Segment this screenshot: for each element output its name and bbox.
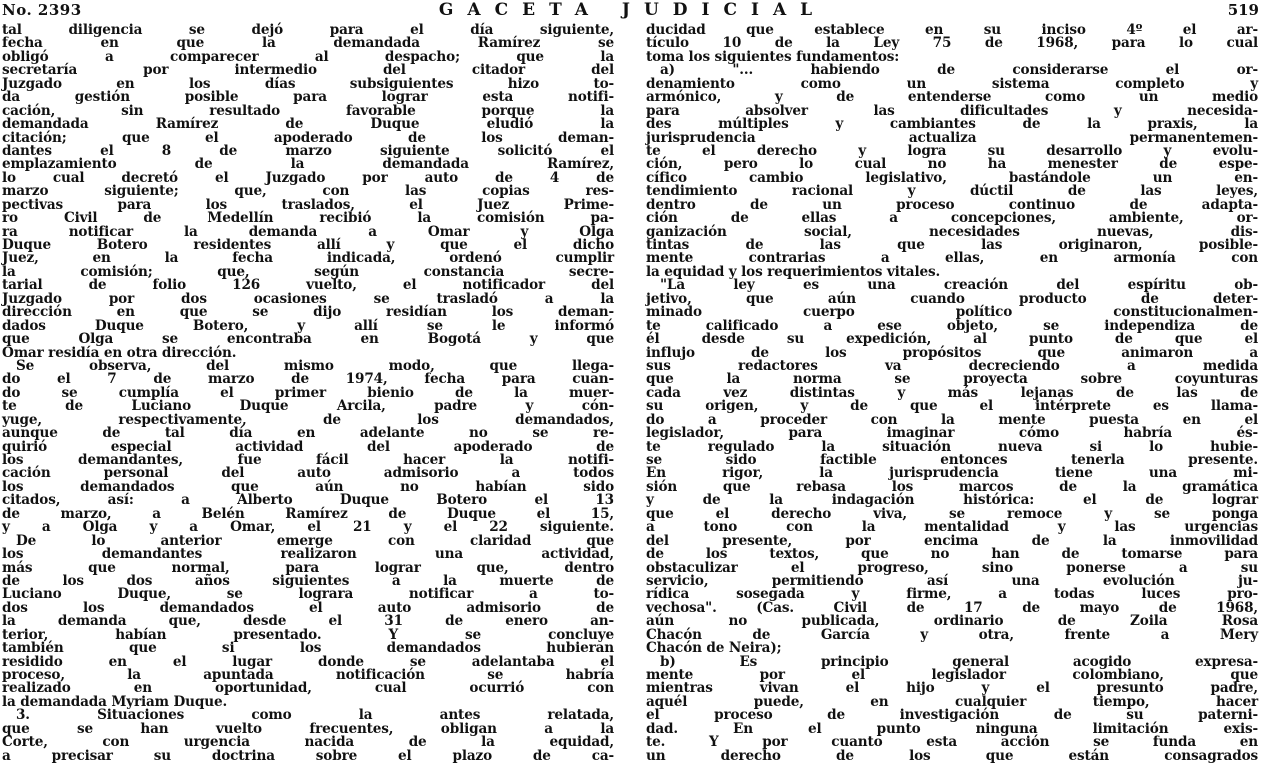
text-line: mente por el legislador colombiano, que — [646, 667, 1258, 683]
text-line: te de Luciano Duque Arcila, padre y cón- — [2, 398, 614, 415]
text-line: da gestión posible para lograr esta notifi- — [2, 89, 614, 106]
publication-title: GACETA JUDICIAL — [438, 0, 827, 20]
text-line: servicio, permitiendo así una evolución ju- — [646, 572, 1258, 589]
text-line: denamiento como un sistema completo y — [646, 75, 1258, 92]
text-line: De lo anterior emerge con claridad que — [16, 532, 614, 549]
text-line: un derecho de los que están consagrados — [646, 747, 1258, 764]
text-line: En rigor, la jurisprudencia tiene una mi- — [646, 465, 1258, 482]
text-line: ra notificar la demanda a Omar y Olga — [2, 223, 614, 240]
text-line: do a proceder con la mente puesta en el — [646, 411, 1258, 428]
text-line: Luciano Duque, se lograra notificar a to- — [2, 586, 614, 603]
page-number: 519 — [1227, 1, 1259, 19]
text-line: sus redactores va decreciendo a medida — [646, 357, 1258, 374]
text-line: y de la indagación histórica: el de lograr — [646, 492, 1258, 509]
text-line: dentro de un proceso continuo de adapta- — [646, 196, 1258, 213]
left-text-column — [2, 22, 614, 764]
text-line: y a Olga y a Omar, el 21 y el 22 siguiente. — [2, 519, 614, 536]
text-line: te calificado a ese objeto, se independiza de — [646, 317, 1258, 334]
text-line: Juzgado en los días subsiguientes hizo to- — [2, 75, 614, 92]
text-line: dantes el 8 de marzo siguiente solicitó el — [2, 142, 614, 159]
text-line: 3. Situaciones como la antes relatada, — [16, 707, 614, 724]
text-line: del presente, por encima de la inmovilidad — [646, 532, 1258, 549]
text-line: los demandantes, fue fácil hacer la notifi- — [2, 452, 614, 468]
text-line: que se han vuelto frecuentes, obligan a la — [2, 720, 614, 737]
text-line: influjo de los propósitos que animaron a — [646, 344, 1258, 361]
text-line: dos los demandados el auto admisorio de — [2, 599, 614, 616]
text-line: do se cumplía el primer bienio de la muer- — [2, 384, 614, 401]
text-line: jurisprudencia actualiza permanentemen- — [646, 129, 1258, 146]
text-line: de los textos, que no han de tomarse para — [646, 546, 1258, 563]
text-line: obligó a comparecer al despacho; que la — [2, 48, 614, 65]
text-line: cífico cambio legislativo, bastándole un en- — [646, 169, 1258, 186]
text-line: rídica sosegada y firme, a todas luces pro- — [646, 586, 1258, 603]
text-line: sión que rebasa los marcos de la gramática — [646, 478, 1258, 495]
text-line: lo cual decretó el Juzgado por auto de 4 de — [2, 169, 614, 186]
text-line: a tono con la mentalidad y las urgencias — [646, 519, 1258, 536]
text-line: citación; que el apoderado de los deman- — [2, 129, 614, 146]
text-line: fecha en que la demandada Ramírez se — [2, 35, 614, 52]
text-line: la demanda que, desde el 31 de enero an- — [2, 613, 614, 630]
text-line: armónico, y de entenderse como un medio — [646, 89, 1258, 106]
text-line: "La ley es una creación del espíritu ob- — [660, 277, 1258, 294]
text-line: mente contrarias a ellas, en armonía con — [646, 250, 1258, 267]
text-line: Juez, en la fecha indicada, ordenó cumplir — [2, 250, 614, 267]
text-line: terior, habían presentado. Y se concluye — [2, 626, 614, 643]
text-line: Corte, con urgencia nacida de la equidad, — [2, 734, 614, 751]
text-line: aunque de tal día en adelante no se re- — [2, 425, 614, 442]
text-line: dad. En el punto ninguna limitación exis- — [646, 720, 1258, 737]
text-line: la equidad y los requerimientos vitales. — [646, 263, 941, 280]
text-line: Juzgado por dos ocasiones se trasladó a la — [2, 290, 614, 307]
text-line: la demandada Myriam Duque. — [2, 693, 228, 710]
text-line: te regulado la situación nueva si lo hubie- — [646, 438, 1258, 455]
right-text-column — [646, 22, 1258, 764]
text-line: Duque Botero residentes allí y que el dicho — [2, 237, 614, 253]
text-line: él desde su expedición, al punto de que el — [646, 331, 1258, 348]
text-line: de los dos años siguientes a la muerte de — [2, 572, 614, 589]
text-line: ro Civil de Medellín recibió la comisión pa- — [2, 210, 614, 227]
text-line: dirección en que se dijo residían los deman- — [2, 304, 614, 321]
text-line: los demandados que aún no habían sido — [2, 478, 614, 495]
text-line: vechosa". (Cas. Civil de 17 de mayo de 1968, — [646, 599, 1258, 616]
text-line: tículo 10 de la Ley 75 de 1968, para lo cual — [646, 35, 1258, 52]
text-line: secretaría por intermedio del citador del — [2, 62, 614, 79]
text-line: a precisar su doctrina sobre el plazo de ca- — [2, 747, 614, 764]
text-line: mientras vivan el hijo y el presunto padre, — [646, 680, 1258, 697]
text-line: obstaculizar el progreso, sino ponerse a su — [646, 559, 1258, 576]
text-line: que Olga se encontraba en Bogotá y que — [2, 331, 614, 348]
text-line: también que si los demandados hubieran — [2, 640, 614, 657]
issue-number: No. 2393 — [2, 1, 82, 19]
text-line: más que normal, para lograr que, dentro — [2, 559, 614, 576]
text-line: do el 7 de marzo de 1974, fecha para cuan- — [2, 371, 614, 388]
text-line: ción, pero lo cual no ha menester de espe- — [646, 156, 1258, 173]
text-line: proceso, la apuntada notificación se habría — [2, 667, 614, 683]
text-line: cación personal del auto admisorio a todos — [2, 465, 614, 482]
text-line: realizado en oportunidad, cual ocurrió con — [2, 680, 614, 697]
text-line: que la norma se proyecta sobre coyunturas — [646, 371, 1258, 388]
page-header — [0, 0, 1265, 22]
text-line: la comisión; que, según constancia secre- — [2, 263, 614, 280]
text-line: ganización social, necesidades nuevas, dis- — [646, 223, 1258, 240]
text-line: citados, así: a Alberto Duque Botero el 13 — [2, 492, 614, 509]
text-line: emplazamiento de la demandada Ramírez, — [2, 156, 614, 173]
text-line: yuge, respectivamente, de los demandados, — [2, 411, 614, 428]
text-line: de marzo, a Belén Ramírez de Duque el 15, — [2, 505, 614, 522]
text-line: des múltiples y cambiantes de la praxis, la — [646, 116, 1258, 133]
text-line: aquél puede, en cualquier tiempo, hacer — [646, 693, 1258, 710]
text-line: ción de ellas a concepciones, ambiente, or- — [646, 210, 1258, 227]
text-line: los demandantes realizaron una actividad, — [2, 546, 614, 563]
text-line: que el derecho viva, se remoce y se ponga — [646, 505, 1258, 522]
text-line: residido en el lugar donde se adelantaba el — [2, 653, 614, 670]
text-line: quirió especial actividad del apoderado de — [2, 438, 614, 455]
text-line: b) Es principio general acogido expresa- — [660, 653, 1258, 670]
text-line: Se observa, del mismo modo, que llega- — [16, 357, 614, 374]
text-line: te. Y por cuanto esta acción se funda en — [646, 734, 1258, 751]
text-line: minado cuerpo político constitucionalmen- — [646, 304, 1258, 321]
text-line: te el derecho y logra su desarrollo y evolu- — [646, 142, 1258, 159]
text-line: jetivo, que aún cuando producto de deter- — [646, 290, 1258, 307]
text-line: Chacón de Neira); — [646, 640, 782, 657]
text-line: aún no publicada, ordinario de Zoila Rosa — [646, 613, 1258, 630]
text-line: cación, sin resultado favorable porque la — [2, 102, 614, 119]
text-line: se sido factible entonces tenerla presente. — [646, 452, 1258, 468]
text-line: tintas de las que las originaron, posible- — [646, 237, 1258, 253]
text-line: Omar residía en otra dirección. — [2, 344, 237, 361]
text-line: a) "... habiendo de considerarse el or- — [660, 62, 1258, 79]
text-line: marzo siguiente; que, con las copias res- — [2, 183, 614, 200]
text-line: tarial de folio 126 vuelto, el notificador del — [2, 277, 614, 294]
text-line: cada vez distintas y más lejanas de las de — [646, 384, 1258, 401]
text-line: su origen, y de que el intérprete es llama- — [646, 398, 1258, 415]
text-line: pectivas para los traslados, el Juez Prime- — [2, 196, 614, 213]
text-line: el proceso de investigación de su paterni- — [646, 707, 1258, 724]
text-line: ducidad que establece en su inciso 4º el ar- — [646, 22, 1258, 38]
text-line: para absolver las dificultades y necesida- — [646, 102, 1258, 119]
text-line: tendimiento racional y dúctil de las leyes, — [646, 183, 1258, 200]
text-line: dados Duque Botero, y allí se le informó — [2, 317, 614, 334]
text-line: tal diligencia se dejó para el día siguiente, — [2, 22, 614, 38]
text-line: demandada Ramírez de Duque eludió la — [2, 116, 614, 133]
text-line: legislador, para imaginar cómo habría és- — [646, 425, 1258, 442]
text-line: Chacón de García y otra, frente a Mery — [646, 626, 1258, 643]
text-line: toma los siguientes fundamentos: — [646, 48, 900, 65]
